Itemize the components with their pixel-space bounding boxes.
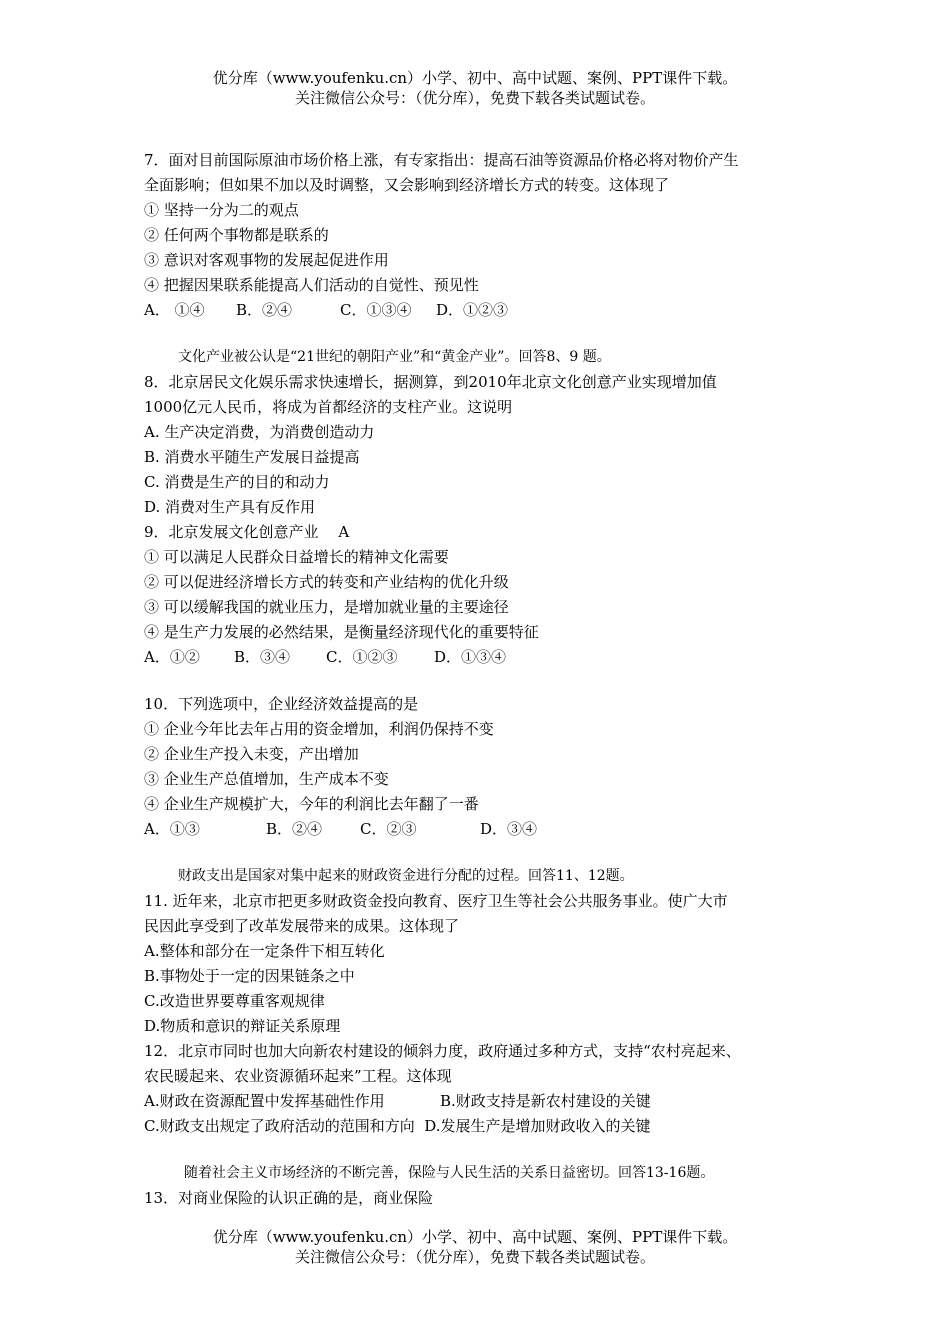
- question-11-stem-line-2: 民因此享受到了改革发展带来的成果。这体现了: [144, 917, 460, 935]
- question-11-choice-d: D.物质和意识的辩证关系原理: [144, 1017, 341, 1035]
- question-9-options: [144, 645, 824, 670]
- question-8-choice-c: C. 消费是生产的目的和动力: [144, 473, 330, 491]
- question-10-item-3: ③ 企业生产总值增加，生产成本不变: [144, 770, 389, 788]
- document-body: [144, 148, 824, 1211]
- question-11-choice-a: A.整体和部分在一定条件下相互转化: [144, 942, 385, 960]
- question-10-option-c: C．②③: [360, 820, 417, 838]
- question-7-options: [144, 298, 824, 323]
- question-8-stem-line-2: 1000亿元人民币，将成为首都经济的支柱产业。这说明: [144, 398, 513, 416]
- question-9-item-1: ① 可以满足人民群众日益增长的精神文化需要: [144, 548, 449, 566]
- question-8-choice-b: B. 消费水平随生产发展日益提高: [144, 448, 360, 466]
- question-7-option-a: A． ①④: [144, 301, 205, 319]
- question-10-option-a: A．①③: [144, 820, 200, 838]
- intro-questions-8-9: 文化产业被公认是“21世纪的朝阳产业”和“黄金产业”。回答8、9 题。: [178, 349, 611, 365]
- question-7-stem-line-1: 7．面对目前国际原油市场价格上涨，有专家指出：提高石油等资源品价格必将对物价产生: [144, 151, 739, 169]
- question-12-stem-line-1: 12．北京市同时也加大向新农村建设的倾斜力度，政府通过多种方式，支持“农村亮起来、: [144, 1042, 741, 1060]
- question-9-stem: 9．北京发展文化创意产业 A: [144, 523, 350, 541]
- question-7-item-1: ① 坚持一分为二的观点: [144, 201, 299, 219]
- question-7-option-c: C．①③④: [340, 301, 412, 319]
- question-7-option-d: D．①②③: [436, 301, 509, 319]
- question-10-item-1: ① 企业今年比去年占用的资金增加，利润仍保持不变: [144, 720, 494, 738]
- question-8-stem-line-1: 8．北京居民文化娱乐需求快速增长，据测算，到2010年北京文化创意产业实现增加值: [144, 373, 717, 391]
- question-10-options: [144, 817, 824, 842]
- question-7: [144, 148, 824, 323]
- question-10-item-2: ② 企业生产投入未变，产出增加: [144, 745, 359, 763]
- question-7-item-2: ② 任何两个事物都是联系的: [144, 226, 329, 244]
- question-11-choice-b: B.事物处于一定的因果链条之中: [144, 967, 355, 985]
- question-11-stem-line-1: 11. 近年来，北京市把更多财政资金投向教育、医疗卫生等社会公共服务事业。使广大市: [144, 892, 728, 910]
- question-9-item-3: ③ 可以缓解我国的就业压力，是增加就业量的主要途径: [144, 598, 509, 616]
- question-12-option-d: D.发展生产是增加财政收入的关键: [424, 1117, 651, 1135]
- question-7-option-b: B．②④: [236, 301, 293, 319]
- question-9-item-2: ② 可以促进经济增长方式的转变和产业结构的优化升级: [144, 573, 509, 591]
- question-12: [144, 1039, 824, 1139]
- question-11-choice-c: C.改造世界要尊重客观规律: [144, 992, 325, 1010]
- question-10: [144, 692, 824, 842]
- question-12-option-a: A.财政在资源配置中发挥基础性作用: [144, 1092, 385, 1110]
- question-8: [144, 370, 824, 520]
- question-12-option-c: C.财政支出规定了政府活动的范围和方向: [144, 1117, 415, 1135]
- intro-questions-13-16: 随着社会主义市场经济的不断完善，保险与人民生活的关系日益密切。回答13-16题。: [184, 1165, 715, 1181]
- question-7-stem-line-2: 全面影响；但如果不加以及时调整，又会影响到经济增长方式的转变。这体现了: [144, 176, 670, 194]
- question-9-option-a: A．①②: [144, 648, 200, 666]
- question-8-choice-d: D. 消费对生产具有反作用: [144, 498, 316, 516]
- page-footer: [0, 1227, 950, 1267]
- question-13: [144, 1186, 824, 1211]
- question-10-option-d: D．③④: [480, 820, 538, 838]
- question-10-item-4: ④ 企业生产规模扩大，今年的利润比去年翻了一番: [144, 795, 479, 813]
- question-12-option-b: B.财政支持是新农村建设的关键: [440, 1092, 651, 1110]
- question-13-stem: 13．对商业保险的认识正确的是，商业保险: [144, 1189, 434, 1207]
- question-9-option-c: C．①②③: [326, 648, 398, 666]
- question-10-option-b: B．②④: [266, 820, 323, 838]
- page-header: [0, 68, 950, 108]
- question-12-options-row-1: [144, 1089, 824, 1114]
- question-12-options-row-2: [144, 1114, 824, 1139]
- intro-questions-11-12: 财政支出是国家对集中起来的财政资金进行分配的过程。回答11、12题。: [178, 868, 634, 884]
- question-9-option-d: D．①③④: [434, 648, 507, 666]
- question-7-item-3: ③ 意识对客观事物的发展起促进作用: [144, 251, 389, 269]
- footer-line-1: 优分库（www.youfenku.cn）小学、初中、高中试题、案例、PPT课件下载。: [212, 1228, 738, 1246]
- question-11: [144, 889, 824, 1039]
- header-line-2: 关注微信公众号：（优分库），免费下载各类试题试卷。: [294, 89, 655, 107]
- footer-line-2: 关注微信公众号：（优分库），免费下载各类试题试卷。: [294, 1248, 655, 1266]
- question-10-stem: 10．下列选项中，企业经济效益提高的是: [144, 695, 419, 713]
- question-9: [144, 520, 824, 670]
- header-line-1: 优分库（www.youfenku.cn）小学、初中、高中试题、案例、PPT课件下载。: [212, 69, 738, 87]
- question-7-item-4: ④ 把握因果联系能提高人们活动的自觉性、预见性: [144, 276, 479, 294]
- question-9-item-4: ④ 是生产力发展的必然结果，是衡量经济现代化的重要特征: [144, 623, 539, 641]
- question-9-option-b: B．③④: [234, 648, 291, 666]
- question-8-choice-a: A. 生产决定消费，为消费创造动力: [144, 423, 375, 441]
- question-12-stem-line-2: 农民暖起来、农业资源循环起来”工程。这体现: [144, 1067, 452, 1085]
